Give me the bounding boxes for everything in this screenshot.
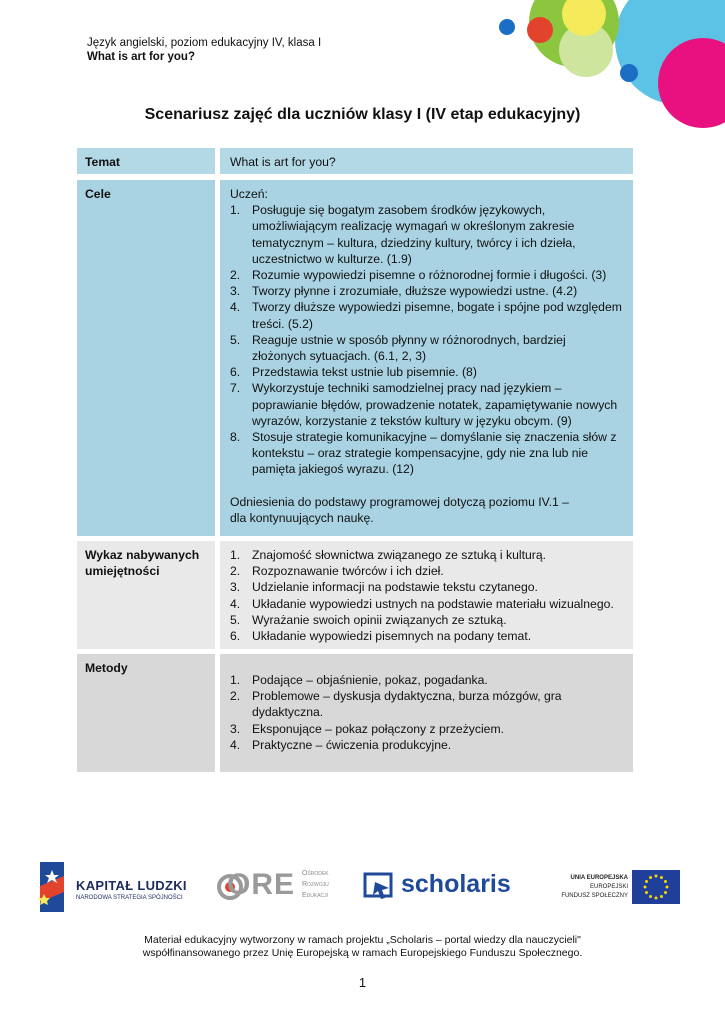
kapital-ludzki-logo — [38, 862, 188, 914]
list-item-text: Podające – objaśnienie, pokaz, pogadanka. — [252, 673, 488, 687]
metody-list — [230, 672, 623, 753]
footer-line2: współfinansowanego przez Unię Europejską w ramach Europejskiego Funduszu Społecznego. — [142, 947, 583, 959]
list-item — [230, 628, 623, 644]
list-item-text: Posługuje się bogatym zasobem środków językowych, umożliwiającym realizację wymagań w określonym zakresie tematycznym – kultura, dziedziny kultury, twórcy i ich dzieła, uczestnictwo w kulturze. (1.9) — [252, 203, 576, 266]
list-item-text: Eksponujące – pokaz połączony z przeżyciem. — [252, 721, 505, 736]
umiejetnosci-list — [230, 547, 623, 644]
list-item-number: 4. — [230, 737, 241, 752]
list-item-number: 7. — [230, 381, 241, 396]
list-item — [230, 688, 623, 720]
list-item-text: Przedstawia tekst ustnie lub pisemnie. (8) — [252, 365, 477, 380]
ore-mark: ORE — [226, 868, 295, 901]
kapital-ludzki-flag-icon — [38, 862, 68, 914]
list-item — [230, 283, 623, 299]
list-item-number: 3. — [230, 721, 241, 736]
row-label: Wykaz nabywanych umiejętności — [77, 541, 215, 649]
document-header — [87, 36, 321, 64]
row-content — [220, 180, 633, 536]
list-item-number: 3. — [230, 284, 241, 299]
list-item — [230, 547, 623, 563]
page-number: 1 — [358, 975, 367, 990]
list-item-number: 2. — [230, 689, 241, 704]
list-item-text: Tworzy dłuższe wypowiedzi pisemne, bogate i spójne pod względem treści. (5.2) — [252, 300, 622, 331]
list-item-number: 4. — [230, 596, 241, 611]
row-temat — [77, 148, 633, 174]
list-item-number: 6. — [230, 629, 241, 644]
list-item-text: Wyrażanie swoich opinii związanych ze sztuką. — [252, 612, 507, 627]
list-item-text: Znajomość słownictwa związanego ze sztuką i kulturą. — [252, 548, 546, 562]
list-item-number: 4. — [230, 300, 241, 315]
list-item-text: Udzielanie informacji na podstawie tekstu czytanego. — [252, 580, 538, 595]
list-item-number: 2. — [230, 564, 241, 579]
ore-logo — [217, 866, 347, 914]
list-item — [230, 364, 623, 380]
list-item — [230, 596, 623, 612]
list-item-text: Stosuje strategie komunikacyjne – domyślanie się znaczenia słów z kontekstu – oraz strategie kompensacyjne, gdy nie zna lub nie pamięta jakiegoś wyrazu. (12) — [252, 430, 617, 477]
row-umiejetnosci — [77, 541, 633, 649]
list-item-number: 6. — [230, 365, 241, 380]
eu-flag-icon — [632, 870, 680, 904]
list-item-number: 2. — [230, 268, 241, 283]
list-item — [230, 267, 623, 283]
ue-logo — [550, 870, 680, 912]
list-item — [230, 332, 623, 364]
footer-note — [0, 934, 725, 960]
ore-line3: Edukacji — [302, 892, 329, 899]
list-item-text: Wykorzystuje techniki samodzielnej pracy nad językiem – poprawianie błędów, prowadzenie notatek, zapamiętywanie nowych wyrazów, korzystanie z tekstów kultury w języku obcym. (9) — [252, 381, 618, 428]
list-item — [230, 202, 623, 267]
list-item — [230, 672, 623, 688]
list-item-text: Układanie wypowiedzi pisemnych na podany temat. — [252, 629, 532, 644]
list-item-text: Problemowe – dyskusja dydaktyczna, burza mózgów, gra dydaktyczna. — [252, 689, 562, 720]
list-item-number: 1. — [230, 548, 241, 562]
list-item-text: Praktyczne – ćwiczenia produkcyjne. — [252, 737, 452, 752]
footer-logos — [0, 860, 725, 920]
row-label: Cele — [77, 180, 215, 536]
list-item-number: 1. — [230, 203, 241, 218]
scholaris-text: scholaris — [401, 870, 511, 898]
row-label: Temat — [77, 148, 215, 174]
list-item-text: Reaguje ustnie w sposób płynny w różnorodnych, bardziej złożonych sytuacjach. (6.1, 2, 3) — [252, 332, 566, 364]
ue-line1: UNIA EUROPEJSKA — [570, 875, 628, 881]
ue-line2: EUROPEJSKI — [589, 884, 628, 890]
ue-line3: FUNDUSZ SPOŁECZNY — [561, 893, 628, 899]
list-item — [230, 612, 623, 628]
row-content — [220, 541, 633, 649]
row-value: What is art for you? — [220, 148, 633, 174]
list-item-text: Układanie wypowiedzi ustnych na podstawie materiału wizualnego. — [252, 596, 614, 611]
list-item-number: 8. — [230, 430, 241, 445]
list-item-text: Tworzy płynne i zrozumiałe, dłuższe wypowiedzi ustne. (4.2) — [252, 284, 578, 299]
list-item-number: 5. — [230, 612, 241, 627]
kapital-ludzki-subtitle: NARODOWA STRATEGIA SPÓJNOŚCI — [76, 895, 183, 901]
kapital-ludzki-title: KAPITAŁ LUDZKI — [76, 878, 187, 893]
row-cele — [77, 180, 633, 536]
row-label: Metody — [77, 654, 215, 772]
list-item-text: Rozpoznawanie twórców i ich dzieł. — [252, 564, 444, 579]
list-item — [230, 429, 623, 478]
list-item-number: 1. — [230, 673, 241, 687]
footer-line1: Materiał edukacyjny wytworzony w ramach projektu „Scholaris – portal wiedzy dla nauczycieli" — [144, 934, 581, 946]
list-item — [230, 737, 623, 753]
header-topic: What is art for you? — [87, 51, 195, 63]
list-item — [230, 721, 623, 737]
list-item — [230, 299, 623, 331]
row-content — [220, 654, 633, 772]
list-item — [230, 579, 623, 595]
scholaris-logo — [363, 870, 523, 910]
ore-line1: Ośrodek — [302, 870, 329, 877]
cele-intro: Uczeń: — [230, 187, 268, 201]
list-item — [230, 563, 623, 579]
row-metody — [77, 654, 633, 772]
list-item — [230, 380, 623, 429]
list-item-text: Rozumie wypowiedzi pisemne o różnorodnej formie i długości. (3) — [252, 268, 607, 283]
scholaris-book-icon — [363, 872, 403, 906]
header-subject: Język angielski, poziom edukacyjny IV, klasa I — [87, 37, 322, 49]
list-item-number: 3. — [230, 580, 241, 595]
ore-line2: Rozwoju — [302, 881, 329, 888]
page-title: Scenariusz zajęć dla uczniów klasy I (IV etap edukacyjny) — [144, 106, 581, 123]
cele-note: Odniesienia do podstawy programowej dotyczą poziomu IV.1 – dla kontynuujących naukę. — [230, 494, 569, 525]
cele-list — [230, 202, 623, 477]
list-item-number: 5. — [230, 332, 241, 347]
